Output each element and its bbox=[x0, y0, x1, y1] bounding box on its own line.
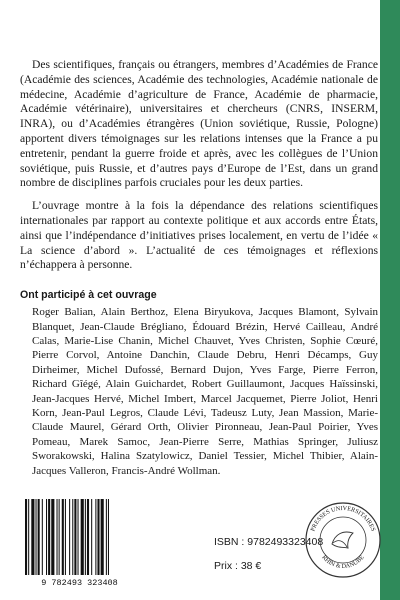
barcode-bar bbox=[95, 499, 96, 575]
barcode-bar bbox=[72, 499, 73, 575]
barcode-bar bbox=[87, 499, 89, 575]
barcode-bar bbox=[51, 499, 54, 575]
svg-text:PRESSES UNIVERSITAIRES bbox=[309, 505, 376, 533]
barcode-bar bbox=[38, 499, 40, 575]
barcode-bar bbox=[62, 499, 64, 575]
participants-list: Roger Balian, Alain Berthoz, Elena Biryukova, Jacques Blamont, Sylvain Blanquet, Jean-Claude Brégliano, Édouard Brézin, Hervé Cailleau, André Calas, Marie-Lise Chanin, Michel Chauvet, Yves Christen, Sophie Cœuré, Pierre Corvol, Antoine Danchin, Claude Debru, Henri Décamps, Guy Dirheimer, Michel Dufossé, Bernard Dujon, Yves Farge, Pierre Ferron, Richard Gîégé, Alain Guichardet, Robert Guillaumont, Jacques Haïssinski, Jean-Jacques Hervé, Michel Imbert, Marcel Jacquemet, Pierre Joliot, Henri Korn, Jean-Paul Legros, Claude Lévi, Tadeusz Luty, Jean Massion, Marie-Claude Maurel, Gérard Orth, Olivier Pironneau, Jean-Paul Poirier, Yves Pomeau, Marek Samoc, Jean-Pierre Serre, Mathias Springer, Juliusz Sworakowski, Halina Szatylowicz, Daniel Tessier, Michel Thibier, Alain-Jacques Valleron, Francis-André Wollman. bbox=[32, 306, 378, 477]
barcode-bar bbox=[78, 499, 79, 575]
barcode-image bbox=[17, 493, 142, 589]
barcode-bar bbox=[81, 499, 84, 575]
price-text: Prix : 38 € bbox=[214, 560, 262, 572]
barcode-bar bbox=[85, 499, 86, 575]
logo-top-text: PRESSES UNIVERSITAIRES bbox=[309, 504, 377, 533]
barcode-bar bbox=[74, 499, 76, 575]
publisher-seal-logo bbox=[303, 500, 383, 580]
barcode-digits: 9 782493 323408 bbox=[41, 578, 118, 588]
logo-bottom-text: RHIN & DANUBE bbox=[320, 554, 366, 571]
barcode-bar bbox=[59, 499, 60, 575]
isbn-text: ISBN : 9782493323408 bbox=[214, 536, 324, 548]
barcode-bar bbox=[57, 499, 58, 575]
summary-paragraph: L’ouvrage montre à la fois la dépendance des relations scientifiques internationales par rapport au contexte politique et aux accords entre États, ainsi que l’indépendance d’initiatives prises localement, en vertu de l’idée « La science d’abord ». L’actualité de ces témoignages et réflexions n’échappera à personne. bbox=[20, 199, 378, 272]
barcode-bar bbox=[69, 499, 70, 575]
barcode-bar bbox=[91, 499, 92, 575]
barcode-bar bbox=[42, 499, 43, 575]
barcode-bar bbox=[106, 499, 107, 575]
barcode-bar bbox=[48, 499, 50, 575]
barcode-bar bbox=[25, 499, 27, 575]
back-cover-text bbox=[20, 58, 378, 478]
barcode-bar bbox=[97, 499, 99, 575]
barcode-bar bbox=[31, 499, 34, 575]
participants-heading: Ont participé à cet ouvrage bbox=[20, 289, 157, 302]
cover-side-stripe bbox=[380, 0, 400, 600]
barcode-bar bbox=[46, 499, 47, 575]
barcode-bar bbox=[101, 499, 104, 575]
barcode-bar bbox=[28, 499, 29, 575]
svg-text:RHIN & DANUBE bbox=[320, 554, 366, 570]
barcode-bar bbox=[108, 499, 109, 575]
barcode-bar bbox=[36, 499, 37, 575]
intro-paragraph: Des scientifiques, français ou étrangers, membres d’Académies de France (Académie des sciences, Académie des technologies, Académie nationale de médecine, Académie d’agriculture de France, Académie de pharmacie, Académie vétérinaire), universitaires et chercheurs (CNRS, INSERM, INRA), ou d’Académies étrangères (Union soviétique, Russie, Pologne) apportent divers témoignages sur les relations intenses que la France a pu entretenir, pendant la guerre froide et après, avec les collègues de l’Union soviétique, puis Russie, et d’autres pays d’Europe de l’Est, dans un grand nombre de disciplines parfois cruciales pour les deux parties. bbox=[20, 58, 378, 190]
barcode-bar bbox=[65, 499, 66, 575]
